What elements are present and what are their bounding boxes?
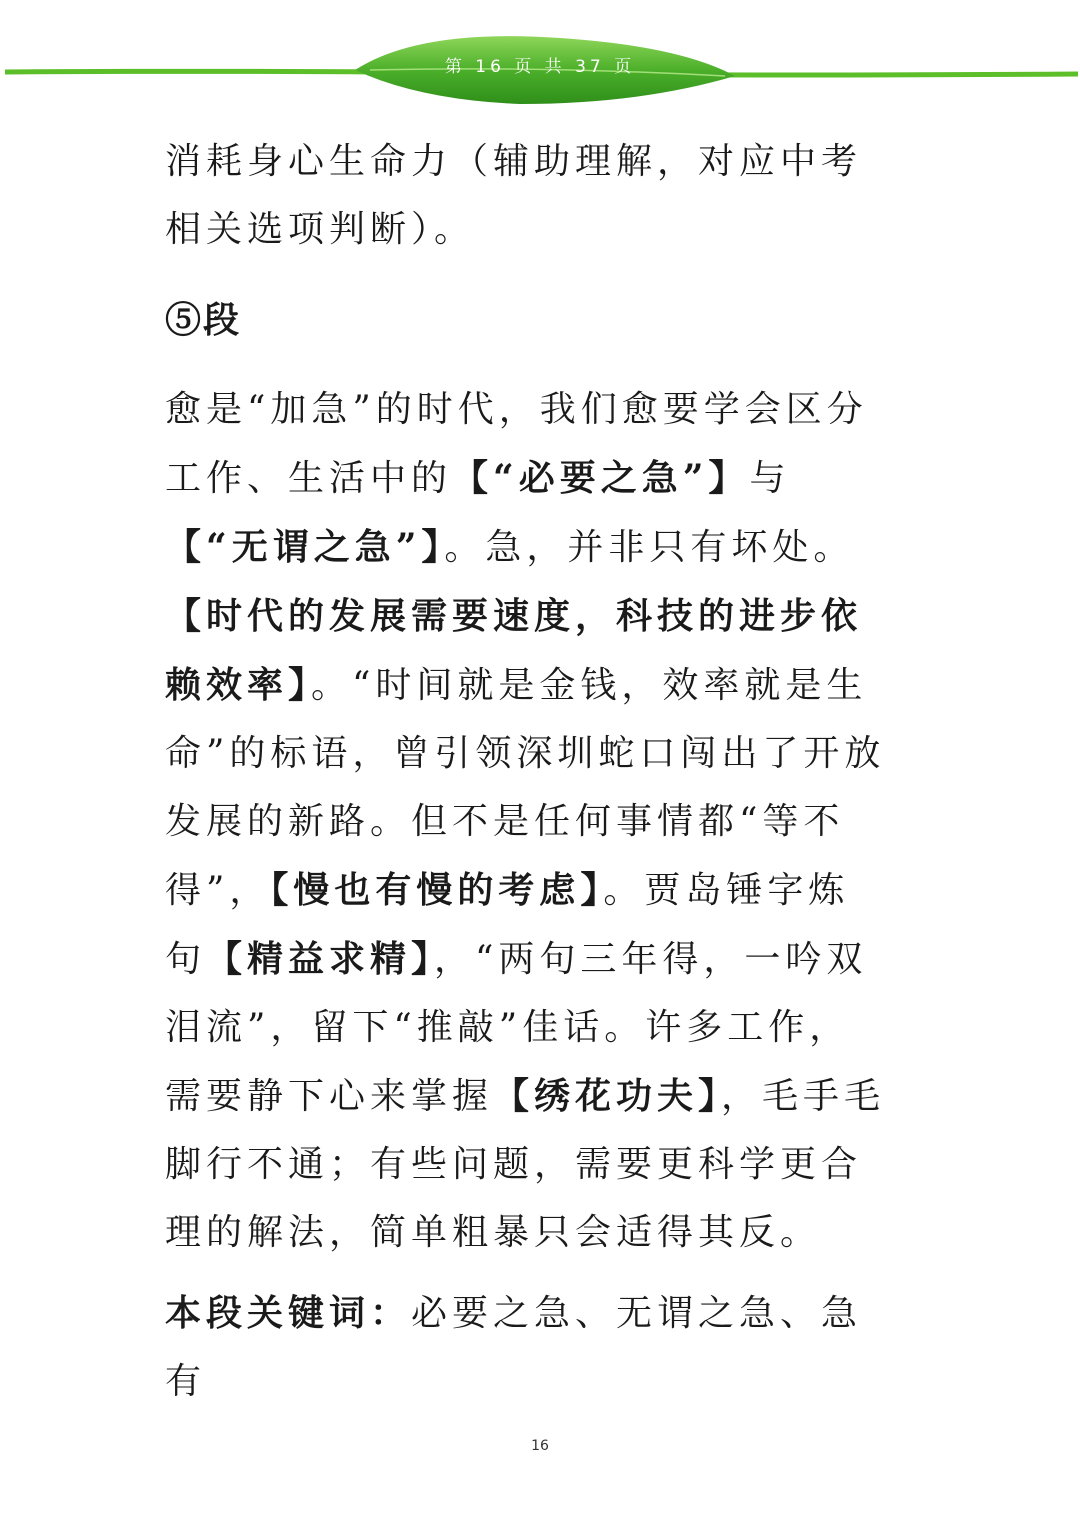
page-header <box>0 0 1080 110</box>
section-heading: ⑤段 <box>165 299 242 341</box>
page-counter: 第 16 页 共 37 页 <box>444 57 636 77</box>
document-body <box>165 128 890 1416</box>
highlighted-phrase: 【时代的发展需要速度，科技的进步依赖效率】 <box>165 595 863 706</box>
highlighted-phrase: 【“无谓之急”】 <box>165 526 445 568</box>
highlighted-phrase: 【绣花功夫】 <box>493 1075 722 1117</box>
text-run: 愈是“加急”的时代，我们愈要学会区分工作、生活中的 <box>165 389 868 499</box>
page-number: 16 <box>531 1438 549 1454</box>
text-run: 。急，并非只有坏处。 <box>444 527 855 568</box>
intro-paragraph: 消耗身心生命力（辅助理解，对应中考相关选项判断）。 <box>165 141 863 250</box>
section-paragraph <box>165 376 890 1267</box>
highlighted-phrase: 【精益求精】 <box>206 938 435 980</box>
text-run: ，“两句三年得，一吟双泪流”，留下“推敲”佳话。许多工作，需要静下心来掌握 <box>165 939 868 1117</box>
text-run: 。“时间就是金钱，效率就是生命”的标语，曾引领深圳蛇口闯出了开放发展的新路。但不是任何事情都“等不得”， <box>165 665 886 911</box>
text-run: 与 <box>749 458 791 499</box>
highlighted-phrase: 【“必要之急”】 <box>452 457 750 499</box>
text-run: 。贾岛锤字炼句 <box>165 870 850 980</box>
highlighted-phrase: 【慢也有慢的考虑】 <box>270 869 604 911</box>
keywords-line <box>165 1279 890 1416</box>
keywords-label: 本段关键词： <box>165 1292 412 1334</box>
text-run: ，毛手毛脚行不通；有些问题，需要更科学更合理的解法，简单粗暴只会适得其反。 <box>165 1076 886 1253</box>
keywords-text: 必要之急、无谓之急、急有 <box>165 1293 863 1402</box>
